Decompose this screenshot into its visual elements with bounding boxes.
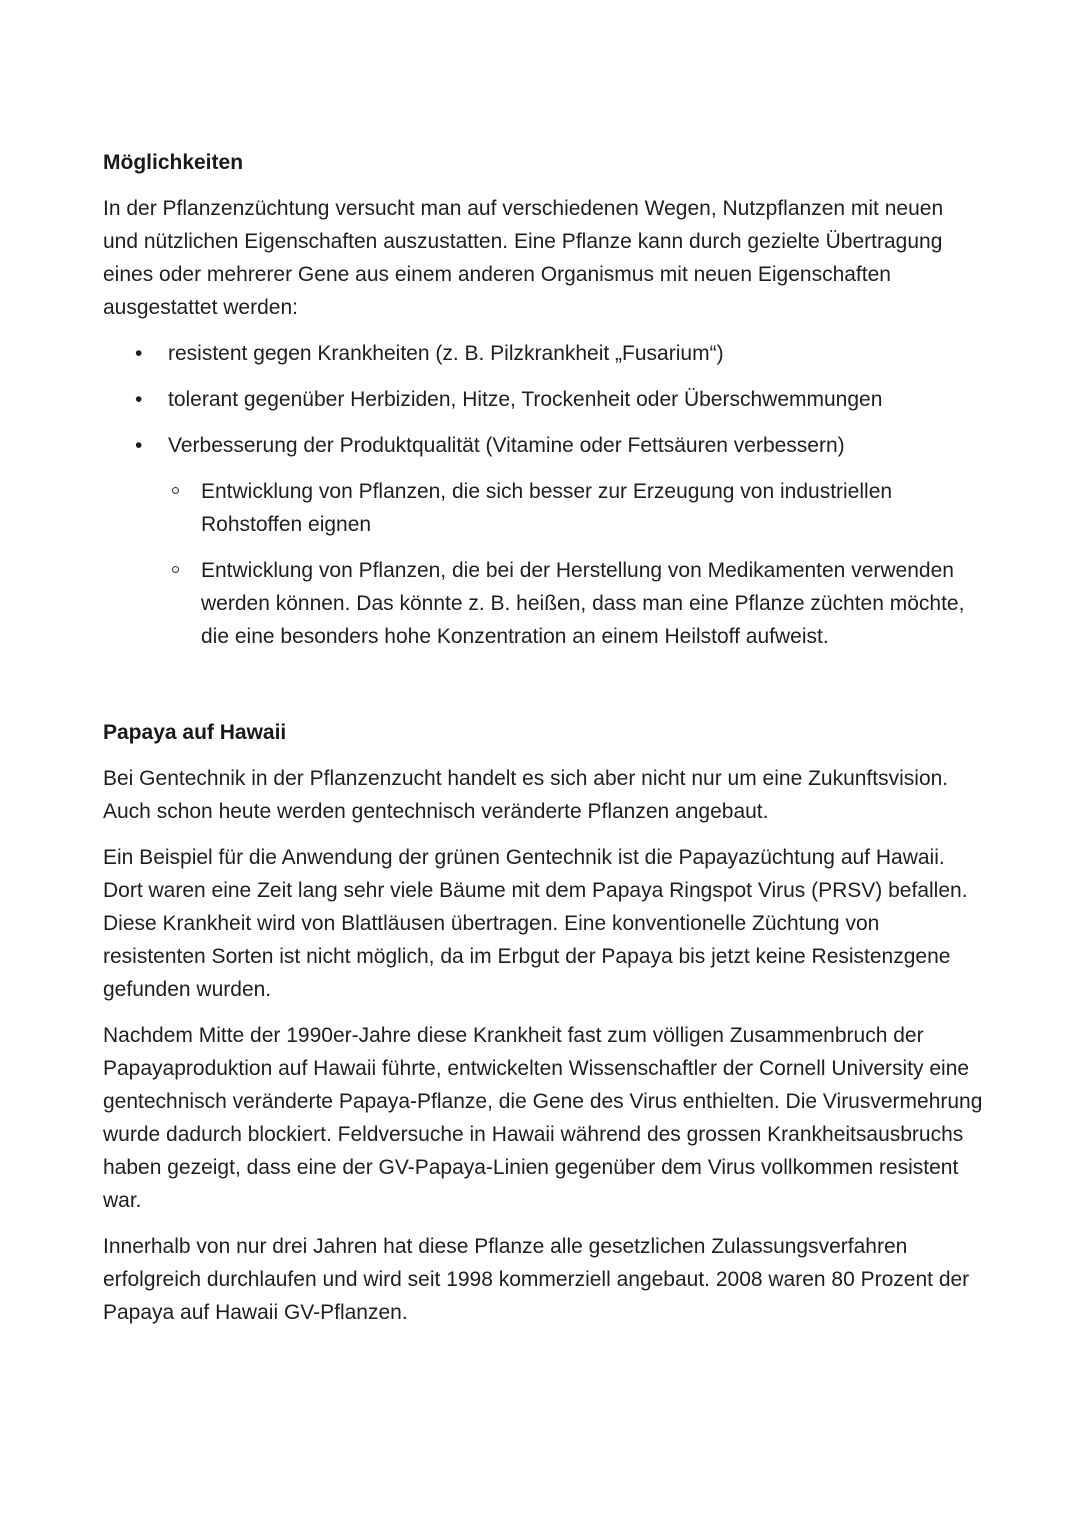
document-page [103,148,983,1342]
section-heading-papaya: Papaya auf Hawaii [103,721,287,744]
paragraph: Ein Beispiel für die Anwendung der grünen Gentechnik ist die Papayazüchtung auf Hawaii. Dort waren eine Zeit lang sehr viele Bäume mit dem Papaya Ringspot Virus (PRSV) befallen. Diese Krankheit wird von Blattläusen übertragen. Eine konventionelle Züchtung von resistenten Sorten ist nicht möglich, da im Erbgut der Papaya bis jetzt keine Resistenzgene gefunden wurden. [103,846,968,1001]
intro-paragraph: In der Pflanzenzüchtung versucht man auf verschiedenen Wegen, Nutzpflanzen mit neuen und nützlichen Eigenschaften auszustatten. Eine Pflanze kann durch gezielte Übertragung eines oder mehrerer Gene aus einem anderen Organismus mit neuen Eigenschaften ausgestattet werden: [103,197,944,319]
section-heading-moeglichkeiten: Möglichkeiten [103,151,244,174]
circle-bullet-icon [172,487,179,494]
bullet-list [103,337,983,462]
bullet-icon: • [135,434,143,457]
bullet-text: tolerant gegenüber Herbiziden, Hitze, Trockenheit oder Überschwemmungen [168,388,883,411]
paragraph: Nachdem Mitte der 1990er-Jahre diese Krankheit fast zum völligen Zusammenbruch der Papayaproduktion auf Hawaii führte, entwickelten Wissenschaftler der Cornell University eine gentechnisch veränderte Papaya-Pflanze, die Gene des Virus enthielten. Die Virusvermehrung wurde dadurch blockiert. Feldversuche in Hawaii während des grossen Krankheitsausbruchs haben gezeigt, dass eine der GV-Papaya-Linien gegenüber dem Virus vollkommen resistent war. [103,1024,983,1212]
bullet-text: resistent gegen Krankheiten (z. B. Pilzkrankheit „Fusarium“) [168,342,724,365]
list-item [103,429,983,462]
list-item [103,337,983,370]
sub-bullet-text: Entwicklung von Pflanzen, die bei der Herstellung von Medikamenten verwenden werden können. Das könnte z. B. heißen, dass man eine Pflanze züchten möchte, die eine besonders hohe Konzentration an einem Heilstoff aufweist. [201,559,965,648]
sub-list-item [103,475,983,541]
circle-bullet-icon [172,566,179,573]
paragraph: Innerhalb von nur drei Jahren hat diese Pflanze alle gesetzlichen Zulassungsverfahren erfolgreich durchlaufen und wird seit 1998 kommerziell angebaut. 2008 waren 80 Prozent der Papaya auf Hawaii GV-Pflanzen. [103,1235,970,1324]
bullet-text: Verbesserung der Produktqualität (Vitamine oder Fettsäuren verbessern) [168,434,845,457]
sub-bullet-text: Entwicklung von Pflanzen, die sich besser zur Erzeugung von industriellen Rohstoffen eignen [201,480,893,536]
sub-list-item [103,554,983,653]
section-spacer [103,666,983,718]
paragraph: Bei Gentechnik in der Pflanzenzucht handelt es sich aber nicht nur um eine Zukunftsvision. Auch schon heute werden gentechnisch veränderte Pflanzen angebaut. [103,767,949,823]
list-item [103,383,983,416]
sub-bullet-list [103,475,983,653]
bullet-icon: • [135,388,143,411]
bullet-icon: • [135,342,143,365]
